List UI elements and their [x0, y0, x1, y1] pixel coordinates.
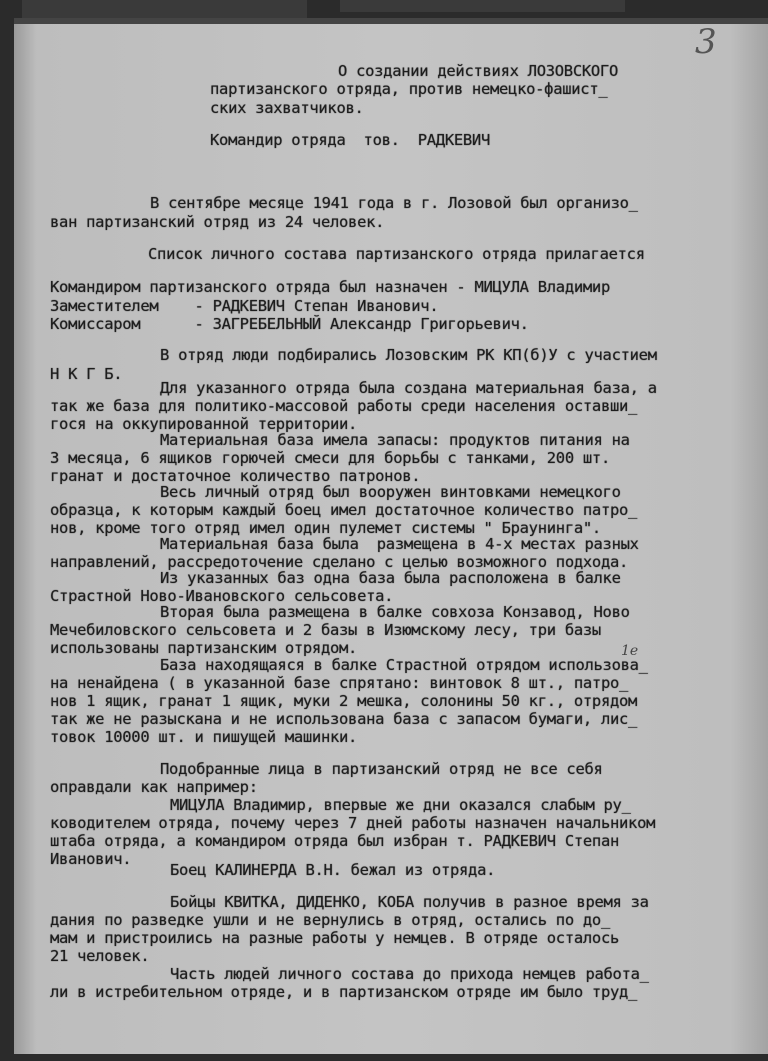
- margin-note: 1e: [621, 643, 639, 659]
- body-line: Боец КАЛИНЕРДА В.Н. бежал из отряда.: [170, 861, 496, 879]
- body-line: мам и пристроились на разные работы у немцев. В отряде осталось: [50, 929, 620, 947]
- body-line: гося на оккупированной территории.: [50, 415, 358, 433]
- body-line: Материальная база имела запасы: продуктов питания на: [160, 431, 630, 449]
- body-line: Для указанного отряда была создана материальная база, а: [160, 379, 657, 397]
- page-number: 3: [695, 22, 717, 62]
- body-line: Часть людей личного состава до прихода немцев работа_: [170, 965, 649, 983]
- body-line: гранат и достаточное количество патронов.: [50, 467, 421, 485]
- body-line: нов, кроме того отряд имел один пулемет системы " Браунинга".: [50, 519, 601, 537]
- body-line: Заместителем - РАДКЕВИЧ Степан Иванович.: [50, 297, 439, 315]
- title-line: партизанского отряда, против немецко-фашист_: [210, 80, 608, 98]
- body-line: База находящаяся в балке Страстной отрядом использова_: [160, 656, 648, 674]
- body-line: В отряд люди подбирались Лозовским РК КП(б)У с участием: [160, 346, 657, 364]
- body-line: Страстной Ново-Ивановского сельсовета.: [50, 587, 394, 605]
- body-line: 21 человек.: [50, 947, 150, 965]
- body-line: Бойцы КВИТКА, ДИДЕНКО, КОБА получив в разное время за: [170, 893, 649, 911]
- body-line: 3 месяца, 6 ящиков горючей смеси для борьбы с танками, 200 шт.: [50, 449, 610, 467]
- body-line: ли в истребительном отряде, и в партизанском отряде им было труд_: [50, 983, 638, 1001]
- title-line: О создании действиях ЛОЗОВСКОГО: [338, 62, 618, 80]
- body-line: нов 1 ящик, гранат 1 ящик, муки 2 мешка, солонины 50 кг., отрядом: [50, 692, 638, 710]
- body-line: МИЦУЛА Владимир, впервые же дни оказался слабым ру_: [170, 796, 631, 814]
- body-line: Подобранные лица в партизанский отряд не все себя: [160, 760, 603, 778]
- body-line: Командиром партизанского отряда был назначен - МИЦУЛА Владимир: [50, 278, 610, 296]
- body-line: В сентябре месяце 1941 года в г. Лозовой был организо_: [150, 194, 638, 212]
- body-line: Н К Г Б.: [50, 365, 123, 383]
- body-line: ководителем отряда, почему через 7 дней работы назначен начальником: [50, 814, 656, 832]
- body-line: товок 10000 шт. и пишущей машинки.: [50, 728, 358, 746]
- body-line: направлений, рассредоточение сделано с целью возможного подхода.: [50, 553, 629, 571]
- body-line: Мечебиловского сельсовета и 2 базы в Изюмскому лесу, три базы: [50, 621, 601, 639]
- body-line: штаба отряда, а командиром отряда был избран т. РАДКЕВИЧ Степан: [50, 832, 620, 850]
- scan-top-edge-right: [340, 0, 625, 12]
- body-line: Весь личный отряд был вооружен винтовками немецкого: [160, 483, 621, 501]
- body-line: Из указанных баз одна база была расположена в балке: [160, 569, 621, 587]
- body-line: Вторая была размещена в балке совхоза Конзавод, Ново: [160, 603, 630, 621]
- body-line: использованы партизанским отрядом.: [50, 639, 358, 657]
- body-line: оправдали как например:: [50, 778, 258, 796]
- body-line: Иванович.: [50, 850, 132, 868]
- body-line: так же база для политико-массовой работы среди населения оставши_: [50, 397, 638, 415]
- title-line: ских захватчиков.: [210, 99, 364, 117]
- body-line: Материальная база была размещена в 4-х местах разных: [160, 535, 639, 553]
- body-line: ван партизанский отряд из 24 человек.: [50, 213, 385, 231]
- body-line: Список личного состава партизанского отряда прилагается: [148, 245, 645, 263]
- body-line: Комиссаром - ЗАГРЕБЕЛЬНЫЙ Александр Григорьевич.: [50, 315, 529, 333]
- body-line: так же не разыскана и не использована база с запасом бумаги, лис_: [50, 710, 638, 728]
- body-line: на ненайдена ( в указанной базе спрятано: винтовок 8 шт., патро_: [50, 674, 629, 692]
- body-line: дания по разведке ушли и не вернулись в отряд, остались по до_: [50, 911, 610, 929]
- body-line: образца, к которым каждый боец имел достаточное количество патро_: [50, 501, 638, 519]
- commander-line: Командир отряда тов. РАДКЕВИЧ: [210, 131, 490, 149]
